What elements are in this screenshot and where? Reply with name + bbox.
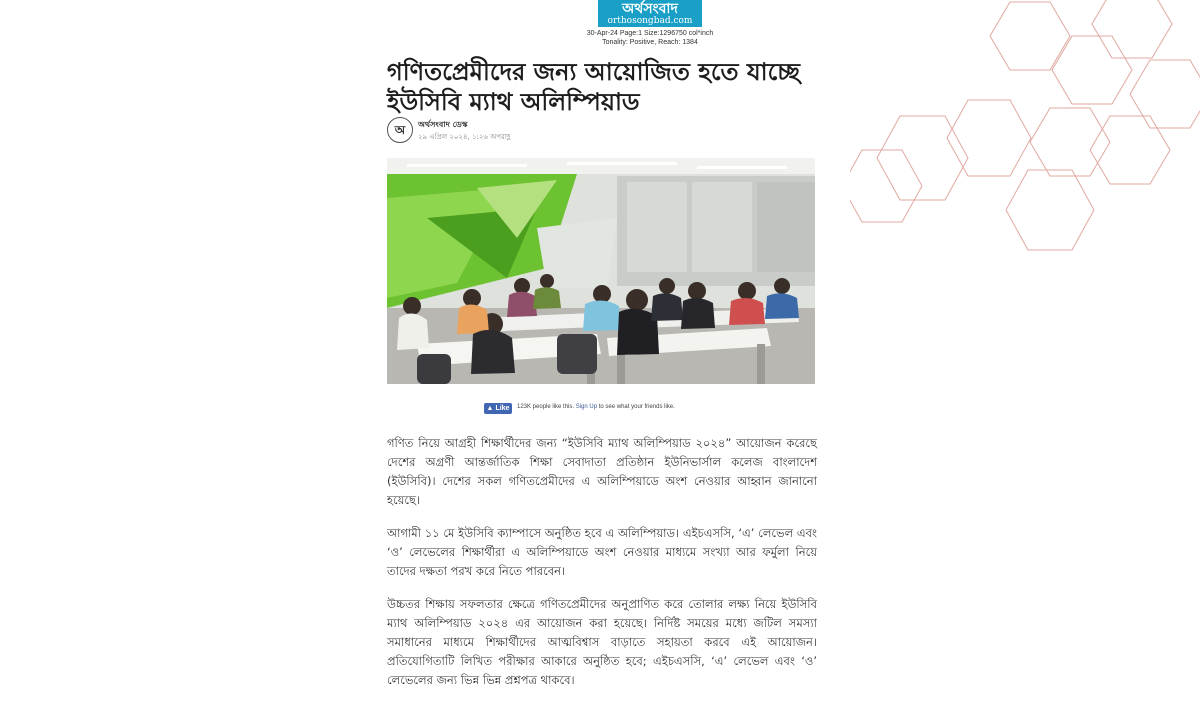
article-paragraph: গণিত নিয়ে আগ্রহী শিক্ষার্থীদের জন্য “ইউসিবি ম্যাথ অলিম্পিয়াড ২০২৪” আয়োজন করেছে দেশের অগ্রণী আন্তর্জাতিক শিক্ষা সেবাদাতা প্রতিষ্ঠান ইউনিভার্সাল কলেজ বাংলাদেশ (ইউসিবি)। দেশের সকল গণিতপ্রেমীদের এ অলিম্পিয়াডে অংশ নেওয়ার আহ্বান জানানো হয়েছে। — [387, 436, 817, 507]
article-paragraph: আগামী ১১ মে ইউসিবি ক্যাম্পাসে অনুষ্ঠিত হবে এ অলিম্পিয়াড। এইচএসসি, ‘এ’ লেভেল এবং ‘ও’ লেভেলের শিক্ষার্থীরা এ অলিম্পিয়াডে অংশ নেওয়ার মাধ্যমে সংখ্যা আর ফর্মুলা নিয়ে তাদের দক্ষতা পরখ করে নিতে পারবেন। — [387, 526, 817, 578]
author-name[interactable]: অর্থসংবাদ ডেস্ক — [418, 120, 468, 129]
hexagon-shape — [1130, 60, 1200, 128]
like-count: 123K people like this. — [517, 404, 575, 410]
masthead — [560, 0, 740, 47]
newspaper-logo — [598, 0, 703, 27]
signup-suffix: to see what your friends like. — [598, 404, 675, 410]
article-photo — [387, 158, 815, 384]
hexagon-shape — [1006, 170, 1094, 250]
thumbs-up-icon: ▲ — [486, 405, 494, 412]
logo-url: orthosongbad.com — [607, 16, 693, 26]
signup-link[interactable]: Sign Up — [575, 404, 598, 410]
facebook-like-button[interactable] — [484, 403, 512, 414]
clip-meta — [560, 29, 740, 47]
article-headline: গণিতপ্রেমীদের জন্য আয়োজিত হতে যাচ্ছে ইউসিবি ম্যাথ অলিম্পিয়াড — [387, 58, 800, 116]
author-avatar-icon: অ — [387, 117, 413, 143]
article-body — [387, 434, 817, 704]
like-label: Like — [495, 405, 510, 412]
logo-name: অর্থসংবাদ — [622, 1, 678, 17]
hexagon-shape — [850, 150, 922, 222]
clip-info: 30-Apr-24 Page:1 Size:1296750 col*inch — [586, 30, 714, 37]
hexagon-pattern — [850, 0, 1200, 260]
hexagon-shape — [877, 116, 968, 200]
tonality-info: Tonality: Positive, Reach: 1384 — [602, 39, 698, 46]
hexagon-shape — [1090, 116, 1170, 184]
hexagon-shape — [1092, 0, 1172, 58]
facebook-like-text — [517, 404, 675, 410]
article-paragraph: উচ্চতর শিক্ষায় সফলতার ক্ষেত্রে গণিতপ্রেমীদের অনুপ্রাণিত করে তোলার লক্ষ্য নিয়ে ইউসিবি ম্যাথ অলিম্পিয়াড ২০২৪ এর আয়োজন করা হয়েছে। নির্দিষ্ট সময়ের মধ্যে জটিল সমস্যা সমাধানের মাধ্যমে শিক্ষার্থীদের আত্মবিশ্বাস বাড়াতে সহায়তা করবে এই আয়োজন। প্রতিযোগিতাটি লিখিত পরীক্ষার আকারে অনুষ্ঠিত হবে; এইচএসসি, ‘এ’ লেভেল এবং ‘ও’ লেভেলের জন্য ভিন্ন ভিন্ন প্রশ্নপত্র থাকবে। — [387, 597, 817, 687]
hexagon-shape — [947, 100, 1031, 176]
publish-timestamp: ২৯ এপ্রিল ২০২৪, ১:২৬ অপরাহ্ণ — [418, 133, 511, 141]
hexagon-shape — [1030, 108, 1110, 176]
